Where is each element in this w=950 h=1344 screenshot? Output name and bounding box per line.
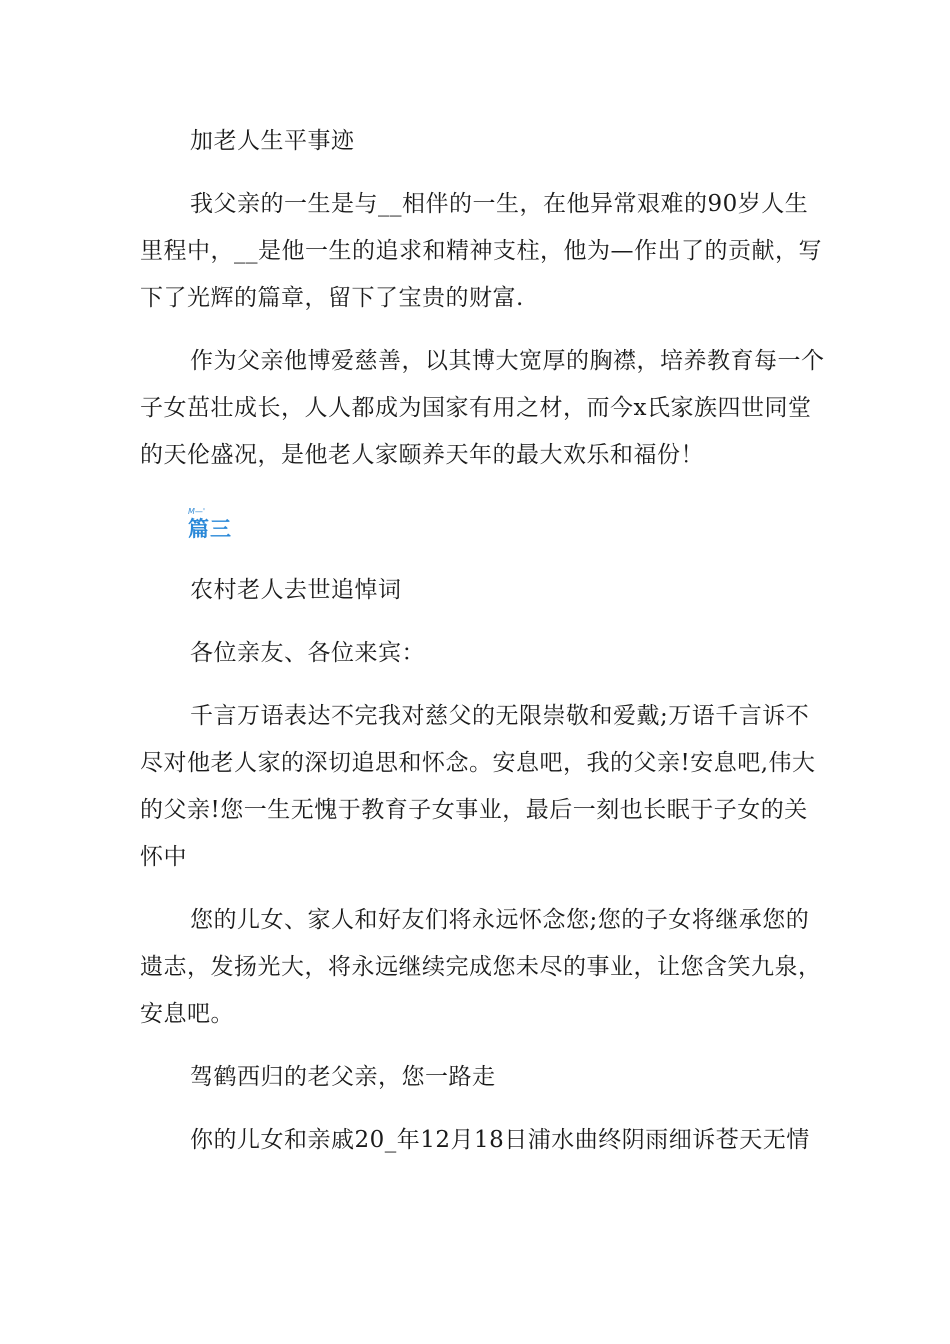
paragraph-date-line: 你的儿女和亲戚20_年12月18日浦水曲终阴雨细诉苍天无情 [190, 1127, 810, 1153]
paragraph-greeting: 各位亲友、各位来宾： [190, 640, 425, 666]
section-heading-block [140, 497, 830, 547]
section-heading: 篇三 [188, 517, 232, 541]
paragraph-eulogy-title: 农村老人去世追悼词 [190, 577, 402, 603]
paragraph-remembrance: 千言万语表达不完我对慈父的无限崇敬和爱戴;万语千言诉不尽对他老人家的深切追思和怀念。安息吧，我的父亲!安息吧,伟大的父亲!您一生无愧于教育子女事业，最后一刻也长眠于子女的关怀中 [140, 703, 816, 870]
paragraph-title-life-deeds: 加老人生平事迹 [190, 128, 355, 154]
paragraph-father-virtue: 作为父亲他博爱慈善，以其博大宽厚的胸襟，培养教育每一个子女茁壮成长，人人都成为国家有用之材，而今x氏家族四世同堂的天伦盛况，是他老人家颐养天年的最大欢乐和福份！ [140, 348, 825, 468]
paragraph-children-memory: 您的儿女、家人和好友们将永远怀念您;您的子女将继承您的遗志，发扬光大，将永远继续完成您未尽的事业，让您含笑九泉，安息吧。 [140, 907, 822, 1027]
paragraph-farewell: 驾鹤西归的老父亲，您一路走 [190, 1064, 496, 1090]
paragraph-life-companion: 我父亲的一生是与__相伴的一生，在他异常艰难的90岁人生里程中，__是他一生的追求和精神支柱，他为—作出了的贡献，写下了光辉的篇章，留下了宝贵的财富. [140, 191, 822, 311]
section-marker: M—' [188, 507, 206, 516]
document-body [140, 118, 830, 1180]
